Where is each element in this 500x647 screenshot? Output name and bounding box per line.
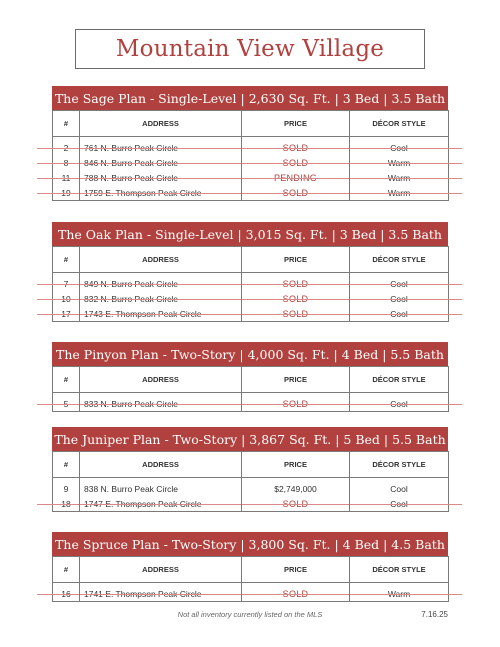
lot-number: 7: [53, 276, 80, 291]
plan-header: The Spruce Plan - Two-Story | 3,800 Sq. Ft. | 4 Bed | 4.5 Bath: [52, 532, 448, 556]
address: 832 N. Burro Peak Circle: [80, 291, 242, 306]
table-row: [53, 306, 449, 322]
col-price-header: PRICE: [242, 367, 350, 393]
price-status: $2,749,000: [242, 481, 350, 496]
lot-number: 8: [53, 155, 80, 170]
lot-number: 10: [53, 291, 80, 306]
col-address-header: ADDRESS: [80, 557, 242, 583]
plan-header: The Sage Plan - Single-Level | 2,630 Sq. Ft. | 3 Bed | 3.5 Bath: [52, 86, 448, 110]
table-row: [53, 276, 449, 291]
lot-number: 19: [53, 185, 80, 201]
col-price-header: PRICE: [242, 247, 350, 273]
table-row: [53, 155, 449, 170]
footer-date: 7.16.25: [421, 610, 448, 619]
table-row: [53, 586, 449, 602]
col-num-header: #: [53, 557, 80, 583]
lot-number: 5: [53, 396, 80, 412]
price-status: SOLD: [242, 276, 350, 291]
col-decor-header: DÉCOR STYLE: [350, 367, 449, 393]
page-title: Mountain View Village: [115, 36, 385, 62]
price-status: SOLD: [242, 291, 350, 306]
col-num-header: #: [53, 247, 80, 273]
col-price-header: PRICE: [242, 111, 350, 137]
col-num-header: #: [53, 367, 80, 393]
col-decor-header: DÉCOR STYLE: [350, 452, 449, 478]
plan-pinyon: [52, 342, 448, 412]
plan-spruce: [52, 532, 448, 602]
lot-number: 18: [53, 496, 80, 512]
footer-note: Not all inventory currently listed on the MLS: [177, 610, 323, 619]
decor-style: Warm: [350, 155, 449, 170]
table-row: [53, 481, 449, 496]
plan-header: The Oak Plan - Single-Level | 3,015 Sq. Ft. | 3 Bed | 3.5 Bath: [52, 222, 448, 246]
table-row: [53, 170, 449, 185]
price-status: SOLD: [242, 586, 350, 602]
plan-table: [52, 366, 449, 412]
lot-number: 16: [53, 586, 80, 602]
decor-style: Cool: [350, 496, 449, 512]
price-status: SOLD: [242, 306, 350, 322]
decor-style: Cool: [350, 306, 449, 322]
col-address-header: ADDRESS: [80, 367, 242, 393]
decor-style: Cool: [350, 291, 449, 306]
col-price-header: PRICE: [242, 557, 350, 583]
plan-table: [52, 556, 449, 602]
price-status: SOLD: [242, 140, 350, 155]
title-box: [75, 29, 425, 69]
price-status: SOLD: [242, 185, 350, 201]
address: 1759 E. Thompson Peak Circle: [80, 185, 242, 201]
decor-style: Warm: [350, 185, 449, 201]
decor-style: Cool: [350, 276, 449, 291]
col-address-header: ADDRESS: [80, 247, 242, 273]
price-status: SOLD: [242, 496, 350, 512]
price-status: PENDING: [242, 170, 350, 185]
address: 761 N. Burro Peak Circle: [80, 140, 242, 155]
col-price-header: PRICE: [242, 452, 350, 478]
col-decor-header: DÉCOR STYLE: [350, 557, 449, 583]
table-row: [53, 396, 449, 412]
col-decor-header: DÉCOR STYLE: [350, 247, 449, 273]
price-status: SOLD: [242, 155, 350, 170]
address: 1743 E. Thompson Peak Circle: [80, 306, 242, 322]
col-decor-header: DÉCOR STYLE: [350, 111, 449, 137]
plan-juniper: [52, 427, 448, 512]
address: 1747 E. Thompson Peak Circle: [80, 496, 242, 512]
table-row: [53, 140, 449, 155]
decor-style: Cool: [350, 140, 449, 155]
col-address-header: ADDRESS: [80, 111, 242, 137]
address: 1741 E. Thompson Peak Circle: [80, 586, 242, 602]
decor-style: Warm: [350, 586, 449, 602]
address: 849 N. Burro Peak Circle: [80, 276, 242, 291]
decor-style: Cool: [350, 396, 449, 412]
plan-oak: [52, 222, 448, 322]
plan-table: [52, 110, 449, 201]
address: 846 N. Burro Peak Circle: [80, 155, 242, 170]
table-row: [53, 291, 449, 306]
lot-number: 17: [53, 306, 80, 322]
plan-sage: [52, 86, 448, 201]
address: 838 N. Burro Peak Circle: [80, 481, 242, 496]
decor-style: Warm: [350, 170, 449, 185]
col-num-header: #: [53, 452, 80, 478]
plan-header: The Juniper Plan - Two-Story | 3,867 Sq. Ft. | 5 Bed | 5.5 Bath: [52, 427, 448, 451]
plan-header: The Pinyon Plan - Two-Story | 4,000 Sq. Ft. | 4 Bed | 5.5 Bath: [52, 342, 448, 366]
address: 833 N. Burro Peak Circle: [80, 396, 242, 412]
plan-table: [52, 246, 449, 322]
lot-number: 11: [53, 170, 80, 185]
lot-number: 2: [53, 140, 80, 155]
decor-style: Cool: [350, 481, 449, 496]
table-row: [53, 185, 449, 201]
col-num-header: #: [53, 111, 80, 137]
col-address-header: ADDRESS: [80, 452, 242, 478]
price-status: SOLD: [242, 396, 350, 412]
address: 788 N. Burro Peak Circle: [80, 170, 242, 185]
table-row: [53, 496, 449, 512]
lot-number: 9: [53, 481, 80, 496]
plan-table: [52, 451, 449, 512]
